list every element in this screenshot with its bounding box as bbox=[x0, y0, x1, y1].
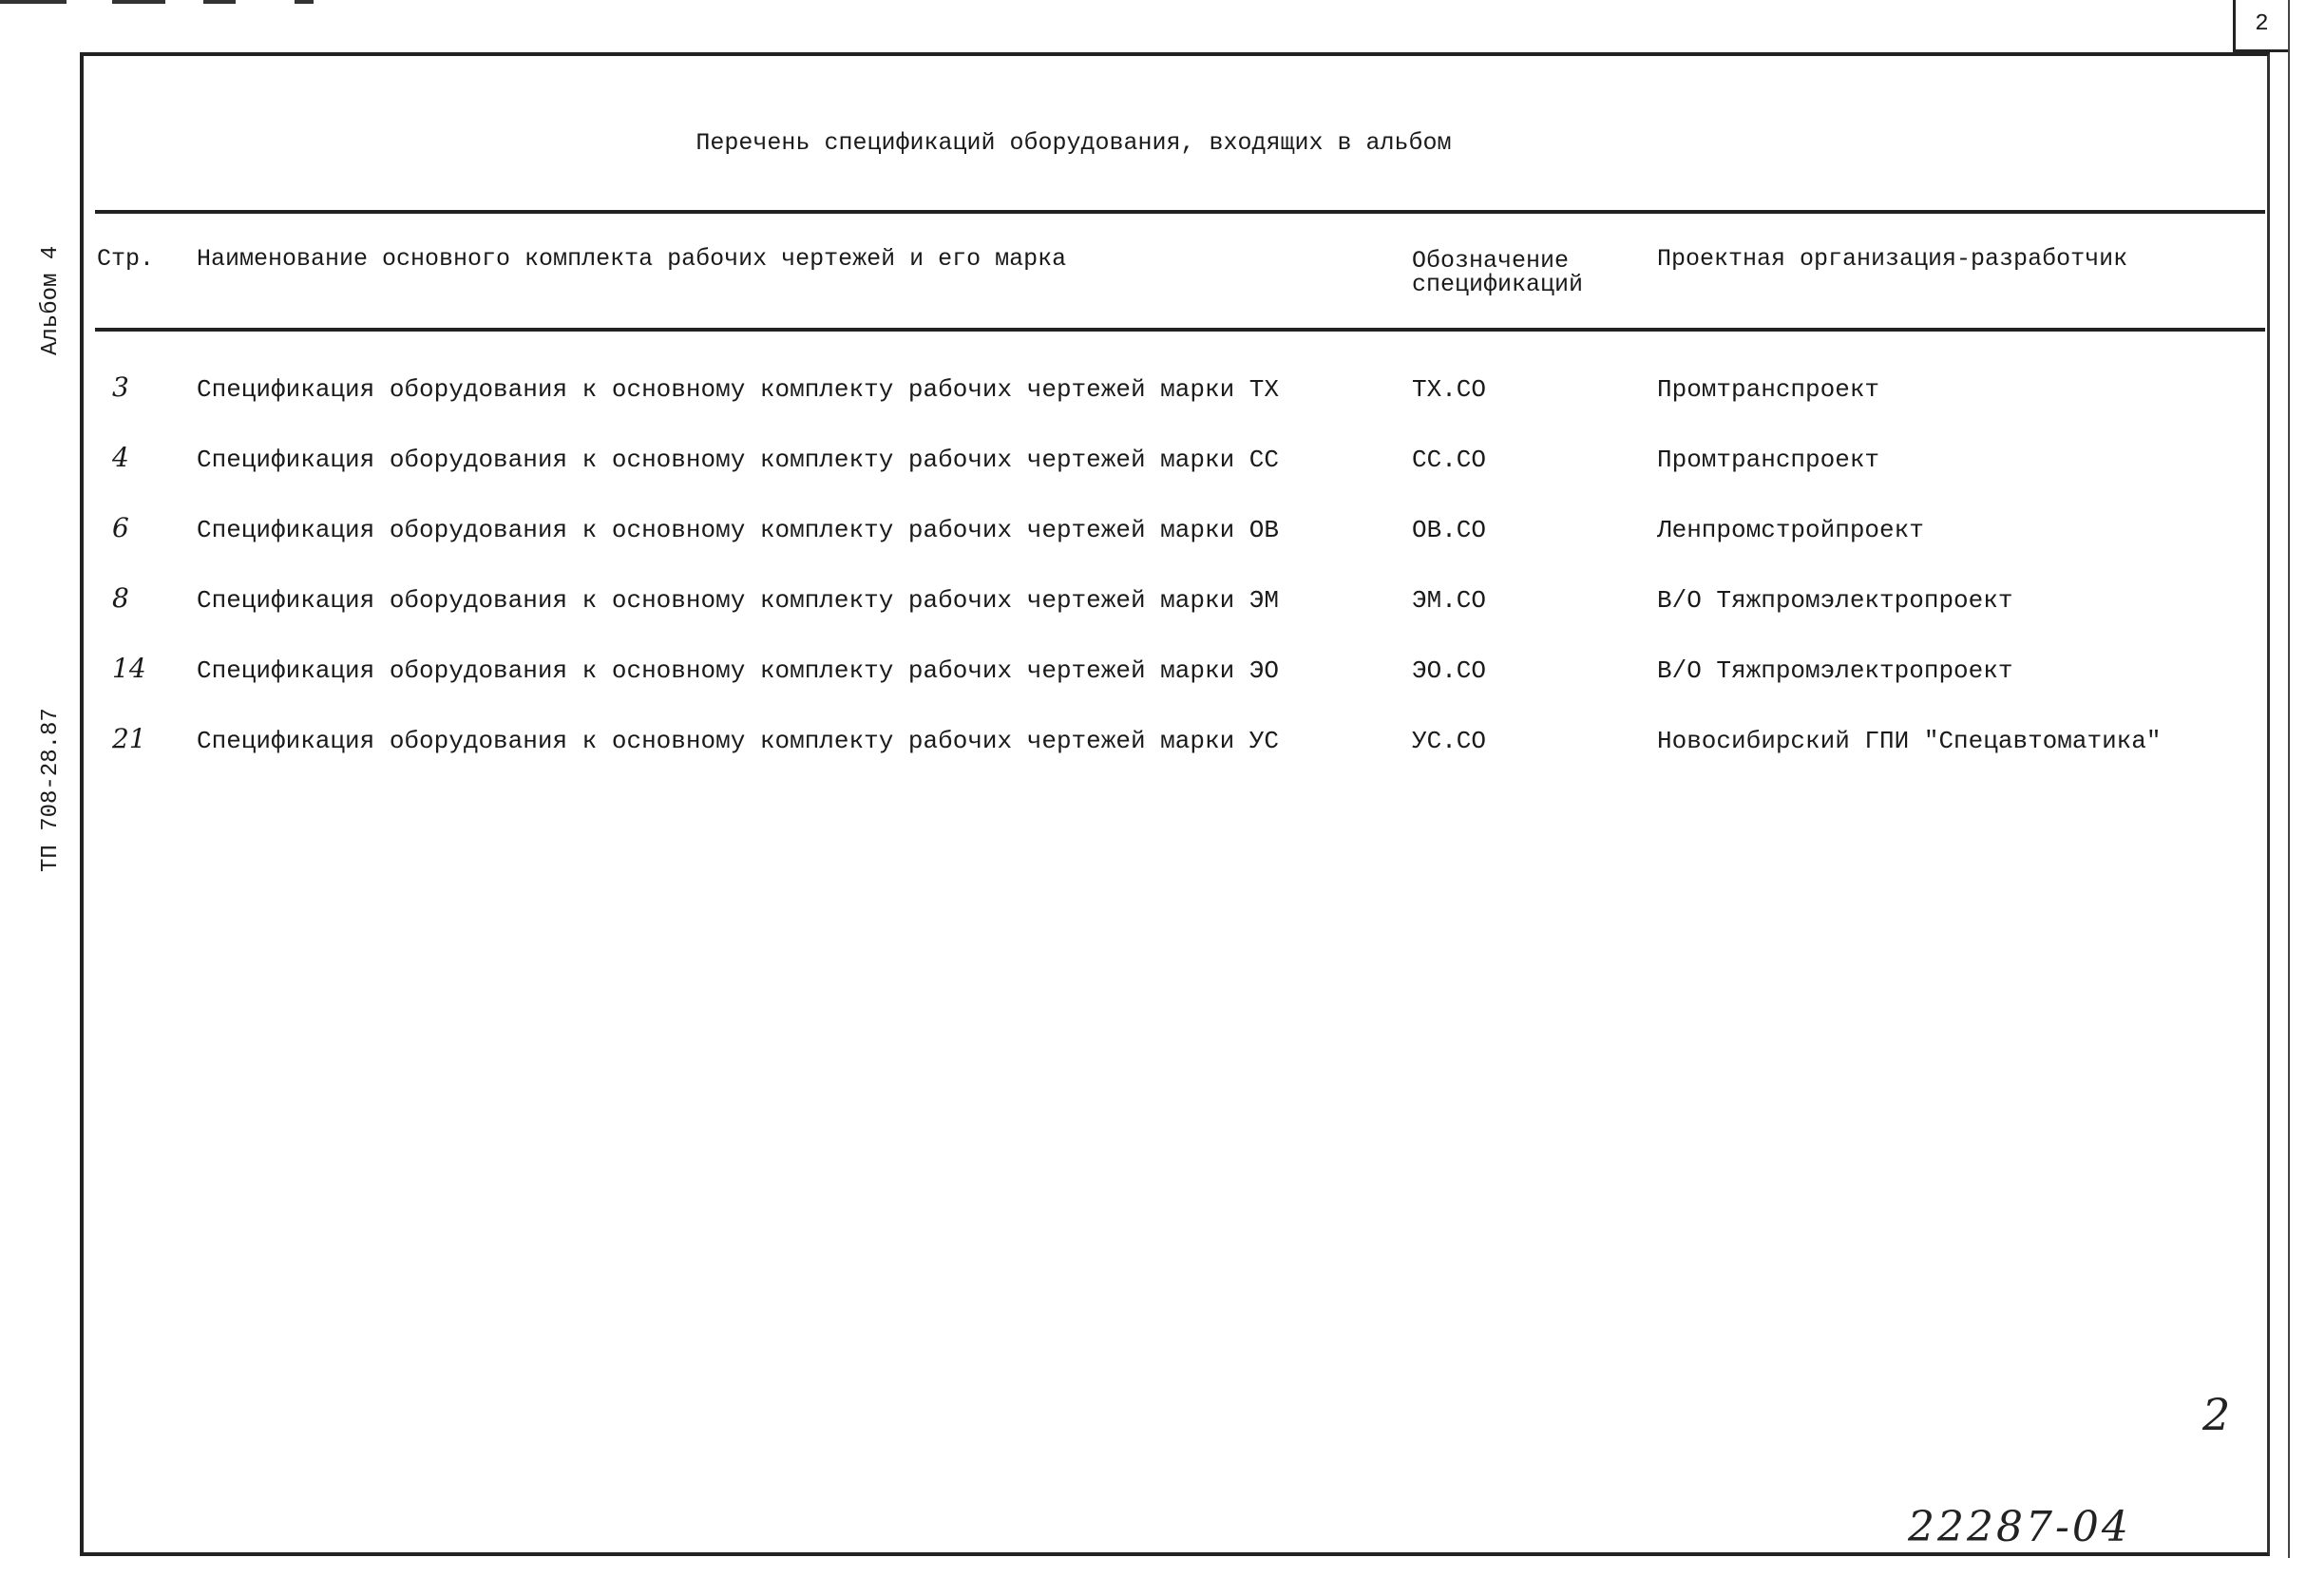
handwritten-page-mark: 2 bbox=[2202, 1389, 2231, 1440]
row-name: Спецификация оборудования к основному комплекту рабочих чертежей марки ТХ bbox=[197, 375, 1279, 404]
table-header-rule bbox=[95, 328, 2265, 332]
header-name: Наименование основного комплекта рабочих чертежей и его марка bbox=[197, 245, 1067, 273]
table-row bbox=[0, 512, 2299, 554]
row-name: Спецификация оборудования к основному комплекту рабочих чертежей марки ЭМ bbox=[197, 586, 1279, 615]
page-number-box: 2 bbox=[2233, 0, 2288, 52]
table-row bbox=[0, 723, 2299, 765]
row-name: Спецификация оборудования к основному комплекту рабочих чертежей марки СС bbox=[197, 446, 1279, 474]
table-top-rule bbox=[95, 210, 2265, 214]
outer-right-edge bbox=[2288, 0, 2290, 1558]
row-page: 14 bbox=[112, 653, 146, 684]
row-page: 21 bbox=[112, 723, 146, 754]
header-page: Стр. bbox=[97, 245, 155, 273]
header-designation-line2: спецификаций bbox=[1412, 271, 1584, 298]
row-organization: Промтранспроект bbox=[1657, 375, 1880, 404]
header-designation bbox=[1412, 249, 1583, 296]
drawing-frame bbox=[80, 52, 2270, 1556]
header-organization: Проектная организация-разработчик bbox=[1657, 245, 2128, 273]
side-stamp-code: ТП 708-28.87 bbox=[38, 708, 64, 872]
row-name: Спецификация оборудования к основному комплекту рабочих чертежей марки ОВ bbox=[197, 516, 1279, 544]
row-organization: В/О Тяжпромэлектропроект bbox=[1657, 656, 2013, 685]
row-organization: Ленпромстройпроект bbox=[1657, 516, 1924, 544]
row-code: ОВ.СО bbox=[1412, 516, 1487, 544]
row-name: Спецификация оборудования к основному комплекту рабочих чертежей марки УС bbox=[197, 727, 1279, 755]
row-code: УС.СО bbox=[1412, 727, 1487, 755]
table-row bbox=[0, 371, 2299, 413]
row-code: ЭО.СО bbox=[1412, 656, 1487, 685]
row-code: СС.СО bbox=[1412, 446, 1487, 474]
handwritten-inventory-number: 22287-04 bbox=[1908, 1503, 2131, 1551]
row-organization: Промтранспроект bbox=[1657, 446, 1880, 474]
side-stamp-album: Альбом 4 bbox=[38, 245, 64, 355]
row-code: ТХ.СО bbox=[1412, 375, 1487, 404]
row-page: 8 bbox=[112, 582, 129, 614]
table-row bbox=[0, 582, 2299, 624]
row-name: Спецификация оборудования к основному комплекту рабочих чертежей марки ЭО bbox=[197, 656, 1279, 685]
header-designation-line1: Обозначение bbox=[1412, 247, 1570, 275]
row-page: 6 bbox=[112, 512, 129, 543]
row-page: 3 bbox=[112, 371, 129, 403]
table-row bbox=[0, 442, 2299, 484]
row-organization: В/О Тяжпромэлектропроект bbox=[1657, 586, 2013, 615]
document-title: Перечень спецификаций оборудования, входящих в альбом bbox=[696, 129, 1452, 157]
table-row bbox=[0, 653, 2299, 694]
row-code: ЭМ.СО bbox=[1412, 586, 1487, 615]
row-page: 4 bbox=[112, 442, 129, 473]
row-organization: Новосибирский ГПИ "Спецавтоматика" bbox=[1657, 727, 2162, 755]
